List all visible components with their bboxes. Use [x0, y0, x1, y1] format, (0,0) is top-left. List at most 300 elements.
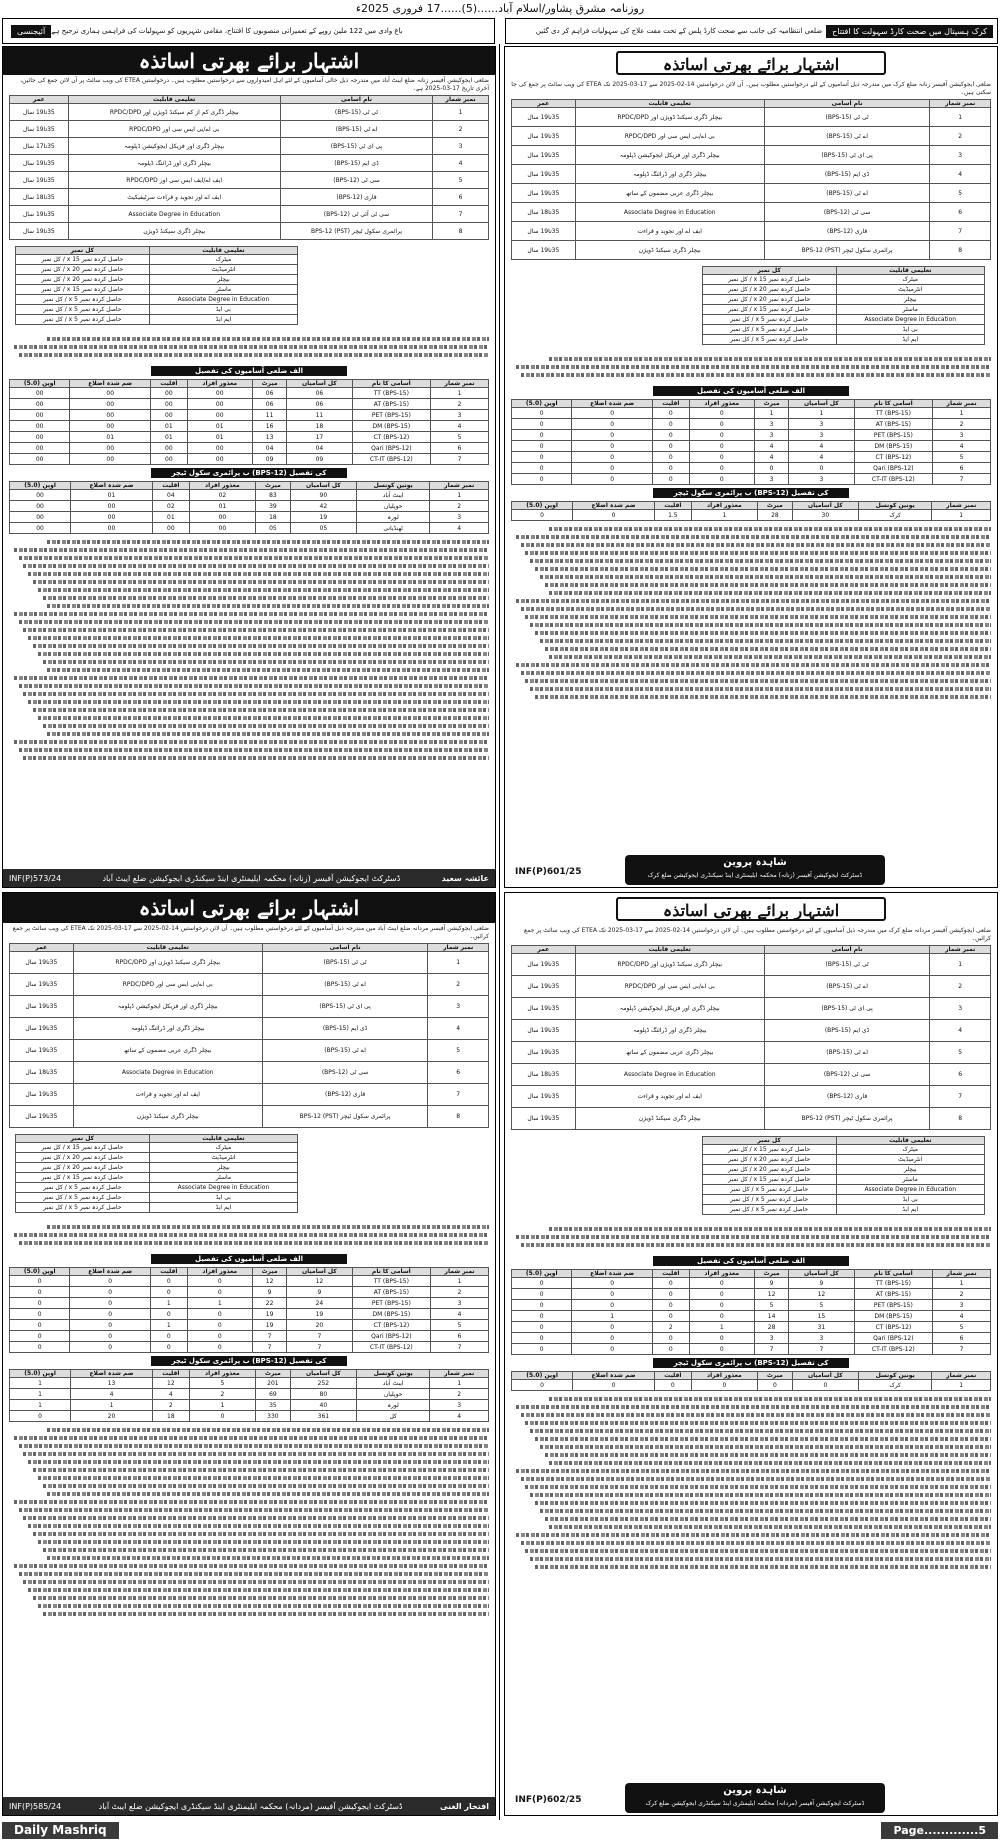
table-cell: 6	[428, 1062, 489, 1084]
table-cell: 3	[789, 1333, 854, 1344]
table-row	[10, 388, 489, 399]
table-cell: 28	[754, 1322, 788, 1333]
table-cell: حاصل کردہ نمبر x 20 / کل نمبر	[16, 1163, 150, 1173]
table-cell: 09	[252, 454, 286, 465]
table-cell: بیچلر ڈگری سیکنڈ ڈویژن	[575, 1108, 764, 1130]
table-row	[16, 275, 298, 285]
table-cell: 0	[572, 441, 653, 452]
table-cell: 00	[71, 501, 153, 512]
table-cell: 0	[10, 1309, 70, 1320]
column-header: عمر	[512, 100, 576, 108]
table-cell: Associate Degree in Education	[836, 1185, 984, 1195]
table-row	[702, 285, 984, 295]
table-cell: 0	[10, 1342, 70, 1353]
table-cell: 7	[789, 1344, 854, 1355]
table-cell: 00	[151, 410, 188, 421]
fine-print-line	[530, 1557, 991, 1561]
table-cell: 19	[290, 512, 356, 523]
table-cell: انٹرمیڈیٹ	[149, 265, 297, 275]
fine-print-line	[535, 1565, 991, 1569]
table-cell: 12	[754, 1289, 788, 1300]
table-cell: 0	[187, 1287, 252, 1298]
table-cell: 6	[933, 463, 991, 474]
fine-print-line	[19, 353, 489, 357]
table-cell: 0	[10, 1331, 70, 1342]
table-row	[10, 410, 489, 421]
table-cell: 0	[512, 1300, 572, 1311]
table-cell: 3	[433, 138, 489, 155]
ad-reference-code: INF(P)601/25	[515, 867, 582, 877]
table-cell: 6	[933, 1333, 991, 1344]
page-number: Page.............5	[881, 1822, 998, 1839]
table-cell: حاصل کردہ نمبر x 20 / کل نمبر	[16, 275, 150, 285]
table-cell: 5	[930, 1042, 991, 1064]
table-row	[702, 1155, 984, 1165]
table-cell: 00	[10, 432, 70, 443]
fine-print-line	[38, 1540, 489, 1544]
table-cell: ایف اے اور تجوید و قراءت	[73, 1084, 262, 1106]
table-cell: 9	[287, 1287, 352, 1298]
table-cell: 0	[512, 1322, 572, 1333]
column-header: معذور افراد	[189, 1370, 255, 1378]
ad-intro: ضلعی ایجوکیشن آفیسر زنانہ ضلع کرک میں مندرجہ ذیل آسامیوں کے لئے درخواستیں مطلوب ہیں۔ آن لائن درخواستیں 14-02-2025 سے 17-03-2025 تک ETEA کی ویب سائٹ پر جمع کی جا سکتی ہیں۔	[511, 81, 991, 96]
column-header: ضم شدہ اضلاع	[573, 502, 655, 510]
table-cell: 3	[933, 430, 991, 441]
column-header: ضم شدہ اضلاع	[572, 400, 653, 408]
table-cell: 0	[653, 1300, 690, 1311]
table-cell: 00	[10, 490, 71, 501]
table-row	[10, 1411, 489, 1422]
column-header: اوپن (5.0)	[10, 1370, 71, 1378]
table-row	[10, 1342, 489, 1353]
table-cell: 1	[431, 388, 489, 399]
table-cell: TT (BPS-15)	[352, 388, 431, 399]
table-header-row	[512, 1372, 991, 1380]
table-row	[702, 1165, 984, 1175]
table-row	[512, 1344, 991, 1355]
table-cell: بیچلر ڈگری اور فزیکل ایجوکیشن ڈپلومہ	[575, 998, 764, 1020]
table-row	[702, 335, 984, 345]
column-header: میرٹ	[757, 1372, 792, 1380]
fine-print-line	[14, 1564, 489, 1568]
table-cell: پی ای ٹی (BPS-15)	[764, 998, 930, 1020]
table-cell: 0	[512, 1289, 572, 1300]
table-cell: ماسٹر	[836, 1175, 984, 1185]
table-cell: حاصل کردہ نمبر x 20 / کل نمبر	[16, 265, 150, 275]
table-row	[512, 408, 991, 419]
ad-fine-print	[3, 534, 495, 766]
table-cell: 1	[187, 1298, 252, 1309]
table-cell: 3	[430, 1400, 489, 1411]
table-row	[10, 1320, 489, 1331]
column-header: عمر	[10, 96, 69, 104]
table-cell: سی ٹی (BPS-12)	[764, 1064, 930, 1086]
fine-print-line	[28, 572, 489, 576]
fine-print-line	[19, 1508, 489, 1512]
table-row	[512, 1300, 991, 1311]
fine-print-line	[545, 583, 991, 587]
pst-section-title: ب پرائمری سکول ٹیچر (BPS-12) کی تفصیل	[151, 1356, 348, 1366]
table-cell: 04	[152, 490, 189, 501]
table-header-row	[10, 380, 489, 388]
table-cell: 35تا19 سال	[10, 172, 69, 189]
table-cell: 35تا19 سال	[10, 1084, 74, 1106]
table-cell: پی ای ٹی (BPS-15)	[280, 138, 432, 155]
table-cell: 0	[512, 430, 572, 441]
table-row	[10, 1062, 489, 1084]
table-cell: 0	[573, 1380, 655, 1391]
table-cell: 01	[151, 432, 188, 443]
table-cell: 0	[689, 430, 754, 441]
officer-seal	[625, 1783, 885, 1813]
ad-reference-code: INF(P)585/24	[9, 1801, 62, 1811]
posts-table-wrap	[3, 95, 495, 240]
column-header: نمبر شمار	[932, 1372, 991, 1380]
table-cell: 4	[430, 523, 489, 534]
table-cell: 1	[932, 1380, 991, 1391]
ad-reference-code: INF(P)573/24	[9, 873, 62, 883]
table-cell: CT (BPS-12)	[854, 1322, 933, 1333]
column-header: اوپن (5.0)	[10, 1268, 70, 1276]
table-cell: 1	[691, 510, 757, 521]
table-cell: ایف اے اور تجوید و قراءت	[575, 1086, 764, 1108]
column-header: تعلیمی قابلیت	[68, 96, 280, 104]
table-cell: بیچلر ڈگری عربی مضمون کے ساتھ	[73, 1040, 262, 1062]
ad-fine-print	[505, 351, 997, 383]
table-cell: 7	[431, 1342, 489, 1353]
column-header: نام آسامی	[280, 96, 432, 104]
table-cell: ڈی ایم (BPS-15)	[280, 155, 432, 172]
district-posts-section-title: الف ضلعی آسامیوں کی تفصیل	[653, 386, 850, 396]
table-row	[10, 172, 489, 189]
table-cell: 35تا19 سال	[10, 996, 74, 1018]
column-header: یونین کونسل	[858, 502, 932, 510]
officer-name: شاہدہ پروین	[723, 1785, 787, 1796]
column-header: عمر	[512, 946, 576, 954]
marks-table	[15, 1134, 298, 1213]
column-header: اوپن (5.0)	[512, 502, 573, 510]
table-cell: Qari (BPS-12)	[352, 1331, 431, 1342]
table-cell: 0	[653, 1344, 690, 1355]
column-header: یونین کونسل	[356, 482, 430, 490]
table-cell: Associate Degree in Education	[575, 203, 764, 222]
table-cell: پرائمری سکول ٹیچر (PST) BPS-12	[764, 241, 930, 260]
table-cell: 0	[187, 1342, 252, 1353]
table-cell: 1	[151, 1320, 188, 1331]
table-cell: 35تا18 سال	[10, 189, 69, 206]
table-cell: 8	[428, 1106, 489, 1128]
column-header: اقلیت	[653, 1270, 690, 1278]
district-posts-table	[9, 1267, 489, 1353]
fine-print-line	[521, 373, 991, 377]
column-header: معذور افراد	[187, 1268, 252, 1276]
table-cell: 7	[428, 1084, 489, 1106]
table-cell: 1	[932, 510, 991, 521]
table-cell: ایف اے اور تجوید و قراءت سرٹیفیکیٹ	[68, 189, 280, 206]
table-cell: AT (BPS-15)	[352, 1287, 431, 1298]
fine-print-line	[540, 1445, 991, 1449]
column-header: میرٹ	[757, 502, 792, 510]
table-cell: 0	[689, 452, 754, 463]
table-cell: 2	[930, 127, 991, 146]
officer-seal	[625, 855, 885, 885]
table-cell: 0	[653, 474, 690, 485]
posts-table-wrap	[505, 945, 997, 1130]
table-cell: بیچلر ڈگری عربی مضمون کے ساتھ	[575, 1042, 764, 1064]
table-cell: Associate Degree in Education	[73, 1062, 262, 1084]
table-cell: 3	[754, 474, 788, 485]
table-cell: 35تا19 سال	[512, 165, 576, 184]
table-cell: حاصل کردہ نمبر x 20 / کل نمبر	[702, 1165, 836, 1175]
ad-intro: ضلعی ایجوکیشن آفیسر زنانہ ضلع ایبٹ آباد میں مندرجہ ذیل خالی آسامیوں کے لئے اہل امیدواروں سے درخواستیں مطلوب ہیں۔ درخواستیں ETEA کی ویب سائٹ پر آن لائن جمع کی جائیں، آخری تاریخ 17-03-2025 ہے۔	[20, 77, 489, 92]
fine-print-line	[521, 1243, 991, 1247]
table-row	[10, 974, 489, 996]
posts-table	[511, 99, 991, 260]
table-row	[702, 1195, 984, 1205]
recruitment-ad-bottom-left	[2, 892, 496, 1816]
table-cell: 20	[71, 1411, 153, 1422]
table-cell: 0	[653, 463, 690, 474]
column-header: نام آسامی	[764, 100, 930, 108]
fine-print-line	[43, 1612, 489, 1616]
table-row	[10, 1378, 489, 1389]
table-header-row	[512, 946, 991, 954]
fine-print-line	[535, 567, 991, 571]
table-cell: 42	[290, 501, 356, 512]
table-cell: ایم ایڈ	[149, 1203, 297, 1213]
table-row	[16, 265, 298, 275]
table-cell: حاصل کردہ نمبر x 5 / کل نمبر	[702, 325, 836, 335]
table-row	[10, 155, 489, 172]
column-header: آسامی کا نام	[854, 400, 933, 408]
fine-print-line	[38, 1476, 489, 1480]
column-header: کل آسامیاں	[290, 482, 356, 490]
table-row	[10, 1106, 489, 1128]
column-header: نمبر شمار	[430, 1370, 489, 1378]
pst-table	[511, 1371, 991, 1391]
table-cell: بیچلر ڈگری سیکنڈ ڈویژن	[575, 241, 764, 260]
column-header: کل آسامیاں	[287, 380, 352, 388]
table-row	[512, 165, 991, 184]
fine-print-line	[521, 671, 991, 675]
table-cell: 201	[255, 1378, 290, 1389]
table-cell: حاصل کردہ نمبر x 5 / کل نمبر	[702, 1185, 836, 1195]
table-cell: 3	[933, 1300, 991, 1311]
table-cell: سی ٹی (BPS-12)	[262, 1062, 428, 1084]
fine-print-line	[47, 604, 489, 608]
ad-intro: ضلعی ایجوکیشن آفیسر مردانہ ضلع کرک میں مندرجہ ذیل آسامیوں کے لئے درخواستیں مطلوب ہیں۔ آن لائن درخواستیں 14-02-2025 سے 17-03-2025 تک ETEA کی ویب سائٹ پر جمع کرائیں۔	[524, 927, 991, 942]
table-cell: 1	[430, 1378, 489, 1389]
marks-table	[15, 246, 298, 325]
column-header: تعلیمی قابلیت	[836, 267, 984, 275]
table-cell: 20	[287, 1320, 352, 1331]
table-cell: 00	[10, 454, 70, 465]
table-row	[10, 399, 489, 410]
table-cell: قاری (BPS-12)	[262, 1084, 428, 1106]
table-cell: 18	[255, 512, 290, 523]
column-header: کل آسامیاں	[792, 502, 858, 510]
table-cell: ٹھنڈیانی	[356, 523, 430, 534]
fine-print-line	[19, 556, 489, 560]
column-header: نام آسامی	[262, 944, 428, 952]
fine-print-line	[525, 615, 991, 619]
table-cell: 06	[287, 388, 352, 399]
pst-table	[9, 1369, 489, 1422]
fine-print-line	[38, 588, 489, 592]
fine-print-line	[38, 1604, 489, 1608]
table-cell: 01	[151, 421, 188, 432]
column-header: اقلیت	[654, 1372, 691, 1380]
district-posts-table-wrap	[505, 399, 997, 485]
table-cell: 01	[189, 501, 255, 512]
table-cell: 0	[151, 1309, 188, 1320]
table-cell: 4	[152, 1389, 189, 1400]
fine-print-line	[549, 655, 991, 659]
table-cell: 30	[792, 510, 858, 521]
fine-print-line	[549, 1397, 991, 1401]
table-cell: 8	[433, 223, 489, 240]
column-header: کل آسامیاں	[789, 400, 854, 408]
table-cell: ڈی ایم (BPS-15)	[764, 165, 930, 184]
table-cell: بیچلر	[836, 1165, 984, 1175]
table-cell: ایف اے/ایف ایس سی اور RPDC/DPD	[68, 172, 280, 189]
table-cell: 00	[10, 443, 70, 454]
table-cell: 0	[70, 1320, 151, 1331]
fine-print-line	[549, 527, 991, 531]
table-cell: 7	[287, 1331, 352, 1342]
table-row	[10, 138, 489, 155]
table-row	[10, 1276, 489, 1287]
column-header: کل نمبر	[702, 1137, 836, 1145]
table-cell: 6	[433, 189, 489, 206]
table-cell: حاصل کردہ نمبر x 5 / کل نمبر	[16, 305, 150, 315]
posts-table	[9, 943, 489, 1128]
table-cell: اے ٹی (BPS-15)	[764, 976, 930, 998]
fine-print-line	[549, 1227, 991, 1231]
table-cell: 5	[433, 172, 489, 189]
table-cell: ایم ایڈ	[836, 335, 984, 345]
fine-print-line	[525, 1485, 991, 1489]
table-cell: 35تا19 سال	[512, 241, 576, 260]
table-cell: 6	[431, 1331, 489, 1342]
table-cell: ماسٹر	[149, 285, 297, 295]
table-cell: 1	[151, 1298, 188, 1309]
posts-table-wrap	[505, 99, 997, 260]
table-cell: Associate Degree in Education	[575, 1064, 764, 1086]
table-cell: 00	[10, 421, 70, 432]
table-row	[702, 325, 984, 335]
fine-print-line	[525, 1421, 991, 1425]
table-header-row	[16, 247, 298, 255]
table-header-row	[702, 1137, 984, 1145]
table-cell: 0	[187, 1309, 252, 1320]
table-cell: 1	[933, 1278, 991, 1289]
table-cell: ایم ایڈ	[149, 315, 297, 325]
fine-print-line	[47, 668, 489, 672]
table-cell: 0	[572, 430, 653, 441]
table-cell: 4	[71, 1389, 153, 1400]
fine-print-line	[545, 1517, 991, 1521]
fine-print-line	[521, 607, 991, 611]
table-cell: پی ای ٹی (BPS-15)	[262, 996, 428, 1018]
table-cell: 12	[789, 1289, 854, 1300]
table-cell: DM (BPS-15)	[352, 421, 431, 432]
table-cell: پرائمری سکول ٹیچر (PST) BPS-12	[280, 223, 432, 240]
column-header: میرٹ	[252, 380, 286, 388]
table-row	[512, 452, 991, 463]
table-cell: 1	[10, 1378, 71, 1389]
table-row	[16, 1203, 298, 1213]
table-cell: بیچلر ڈگری اور ڈرائنگ ڈپلومہ	[73, 1018, 262, 1040]
table-row	[512, 222, 991, 241]
table-cell: 1	[930, 954, 991, 976]
table-cell: 4	[431, 1309, 489, 1320]
table-cell: 35تا19 سال	[10, 121, 69, 138]
column-header: تعلیمی قابلیت	[836, 1137, 984, 1145]
column-header: نمبر شمار	[933, 1270, 991, 1278]
column-header: نمبر شمار	[433, 96, 489, 104]
table-cell: 35تا19 سال	[512, 954, 576, 976]
table-cell: حاصل کردہ نمبر x 5 / کل نمبر	[16, 295, 150, 305]
pst-section-title: ب پرائمری سکول ٹیچر (BPS-12) کی تفصیل	[653, 488, 850, 498]
table-cell: PET (BPS-15)	[854, 1300, 933, 1311]
table-cell: قاری (BPS-12)	[764, 1086, 930, 1108]
table-cell: 31	[789, 1322, 854, 1333]
table-cell: 00	[10, 388, 70, 399]
table-cell: 0	[689, 1278, 754, 1289]
table-cell: بیچلر ڈگری سیکنڈ ڈویژن	[73, 1106, 262, 1128]
column-header: اوپن (5.0)	[10, 380, 70, 388]
table-cell: 12	[252, 1276, 286, 1287]
table-cell: حاصل کردہ نمبر x 5 / کل نمبر	[702, 1195, 836, 1205]
column-header: اوپن (5.0)	[512, 400, 572, 408]
table-cell: 35تا19 سال	[10, 974, 74, 996]
column-header: معذور افراد	[689, 400, 754, 408]
table-row	[512, 1064, 991, 1086]
table-cell: حاصل کردہ نمبر x 15 / کل نمبر	[16, 285, 150, 295]
table-cell: TT (BPS-15)	[854, 1278, 933, 1289]
table-cell: 0	[10, 1411, 71, 1422]
table-cell: 00	[70, 388, 151, 399]
table-row	[10, 1298, 489, 1309]
table-row	[512, 976, 991, 998]
table-cell: 4	[933, 1311, 991, 1322]
table-cell: 0	[70, 1331, 151, 1342]
column-header: کل نمبر	[16, 1135, 150, 1143]
column-header: آسامی کا نام	[352, 1268, 431, 1276]
column-header: تعلیمی قابلیت	[149, 247, 297, 255]
column-divider	[499, 44, 500, 1820]
table-header-row	[16, 1135, 298, 1143]
table-cell: ماسٹر	[149, 1173, 297, 1183]
marks-table-wrap	[696, 1136, 991, 1215]
district-posts-table	[511, 1269, 991, 1355]
ad-title: اشتہار برائے بھرتی اساتذہ	[616, 51, 887, 75]
table-cell: 0	[653, 419, 690, 430]
fine-print-line	[535, 695, 991, 699]
table-cell: 9	[252, 1287, 286, 1298]
table-cell: لورہ	[356, 512, 430, 523]
table-cell: 00	[151, 388, 188, 399]
ad-title: اشتہار برائے بھرتی اساتذہ	[616, 897, 887, 921]
table-cell: میٹرک	[149, 255, 297, 265]
column-header: میرٹ	[255, 1370, 290, 1378]
table-cell: 7	[433, 206, 489, 223]
table-cell: 5	[189, 1378, 255, 1389]
table-cell: 0	[689, 1344, 754, 1355]
table-cell: 0	[653, 408, 690, 419]
table-cell: بیچلر ڈگری سیکنڈ ڈویژن اور RPDC/DPD	[575, 954, 764, 976]
